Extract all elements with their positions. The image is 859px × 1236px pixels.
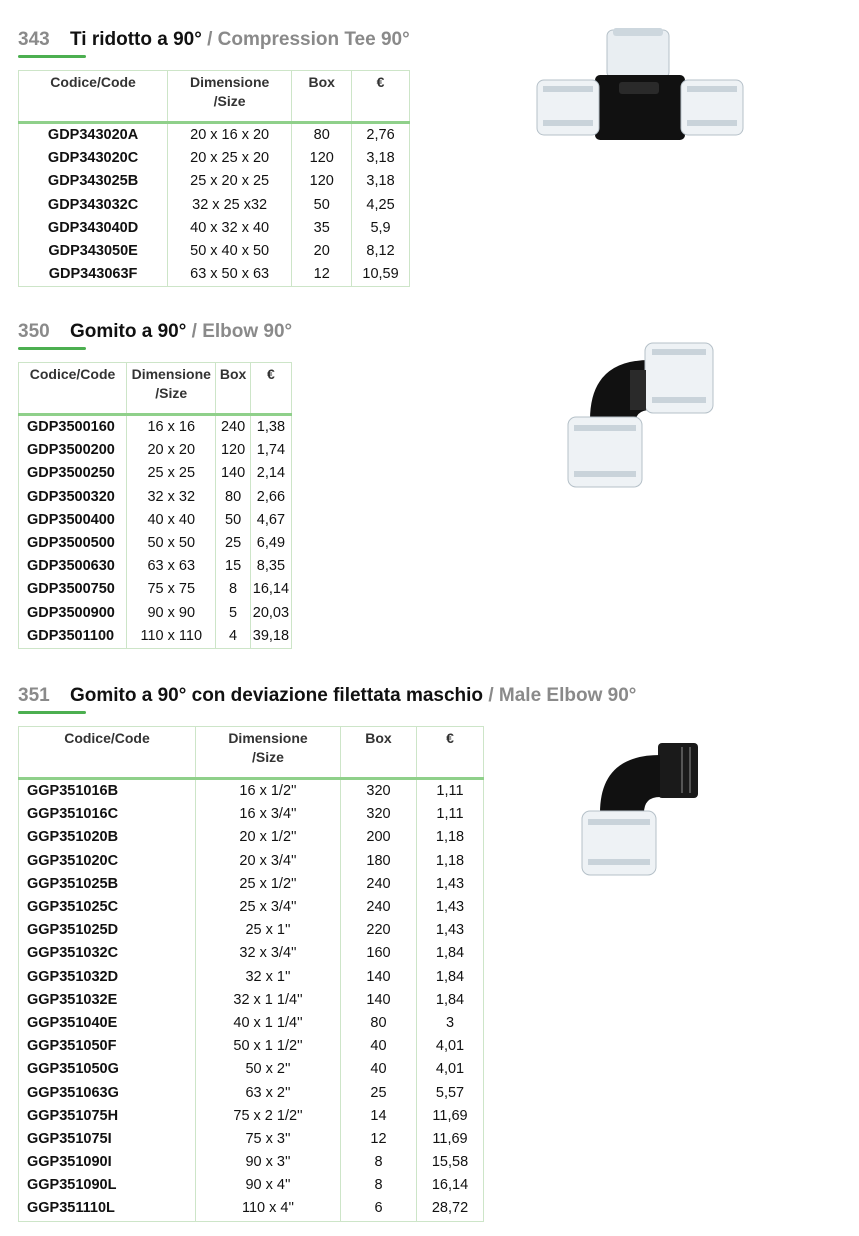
cell-size: 110 x 4'' — [196, 1197, 341, 1221]
header-size — [168, 71, 292, 123]
cell-code: GGP351020B — [19, 826, 196, 849]
cell-size: 75 x 75 — [127, 578, 216, 601]
cell-box: 50 — [216, 509, 250, 532]
header-size-line1: Dimensione — [189, 74, 270, 90]
title-italian: Gomito a 90° con deviazione filettata maschio — [70, 685, 484, 706]
cell-size: 63 x 2'' — [196, 1081, 341, 1104]
cell-price: 1,18 — [417, 850, 484, 873]
cell-code: GGP351075H — [19, 1105, 196, 1128]
cell-box: 320 — [341, 803, 417, 826]
cell-code: GGP351050G — [19, 1058, 196, 1081]
cell-size: 25 x 25 — [127, 462, 216, 485]
title-separator: / — [483, 685, 499, 706]
section-number: 350 — [18, 321, 50, 342]
header-price: € — [352, 71, 409, 123]
cell-box: 140 — [341, 989, 417, 1012]
cell-box: 80 — [341, 1012, 417, 1035]
cell-size: 40 x 1 1/4'' — [196, 1012, 341, 1035]
cell-price: 4,01 — [417, 1058, 484, 1081]
cell-size: 20 x 3/4'' — [196, 850, 341, 873]
cell-box: 80 — [292, 123, 352, 148]
cell-box: 180 — [341, 850, 417, 873]
cell-size: 63 x 63 — [127, 555, 216, 578]
cell-box: 25 — [341, 1081, 417, 1104]
elbow-fitting-photo — [560, 335, 720, 500]
cell-size: 16 x 16 — [127, 415, 216, 440]
table-row — [19, 989, 484, 1012]
cell-price: 5,57 — [417, 1081, 484, 1104]
header-size-line2: /Size — [155, 385, 188, 401]
cell-price: 8,35 — [250, 555, 291, 578]
table-header-row — [19, 71, 410, 123]
cell-code: GGP351075I — [19, 1128, 196, 1151]
cell-code: GDP3500400 — [19, 509, 127, 532]
cell-size: 25 x 20 x 25 — [168, 170, 292, 193]
cell-box: 240 — [341, 873, 417, 896]
cell-price: 11,69 — [417, 1128, 484, 1151]
cell-box: 5 — [216, 602, 250, 625]
cell-code: GGP351050F — [19, 1035, 196, 1058]
table-row — [19, 509, 292, 532]
cell-box: 50 — [292, 194, 352, 217]
cell-code: GDP343020A — [19, 123, 168, 148]
cell-box: 8 — [216, 578, 250, 601]
cell-price: 2,14 — [250, 462, 291, 485]
table-row — [19, 602, 292, 625]
cell-size: 40 x 32 x 40 — [168, 217, 292, 240]
tee-fitting-photo — [535, 20, 745, 155]
cell-code: GDP3500320 — [19, 486, 127, 509]
male-elbow-fitting-photo — [578, 735, 708, 885]
cell-price: 1,38 — [250, 415, 291, 440]
cell-size: 25 x 1'' — [196, 919, 341, 942]
cell-size: 16 x 1/2'' — [196, 779, 341, 804]
table-row — [19, 942, 484, 965]
header-code: Codice/Code — [19, 727, 196, 779]
cell-code: GGP351016B — [19, 779, 196, 804]
cell-price: 16,14 — [417, 1174, 484, 1197]
table-row — [19, 625, 292, 649]
table-header-row — [19, 727, 484, 779]
cell-code: GDP3500200 — [19, 439, 127, 462]
title-separator: / — [186, 321, 203, 342]
cell-size: 20 x 1/2'' — [196, 826, 341, 849]
header-size — [127, 363, 216, 415]
cell-box: 120 — [216, 439, 250, 462]
cell-box: 14 — [341, 1105, 417, 1128]
cell-box: 40 — [341, 1035, 417, 1058]
cell-price: 1,43 — [417, 896, 484, 919]
table-row — [19, 415, 292, 440]
cell-code: GGP351032C — [19, 942, 196, 965]
table-row — [19, 1012, 484, 1035]
table-row — [19, 873, 484, 896]
cell-size: 90 x 3'' — [196, 1151, 341, 1174]
title-italian: Gomito a 90° — [70, 321, 187, 342]
cell-size: 75 x 2 1/2'' — [196, 1105, 341, 1128]
price-table — [18, 726, 484, 1222]
cell-size: 50 x 50 — [127, 532, 216, 555]
cell-box: 160 — [341, 942, 417, 965]
cell-size: 40 x 40 — [127, 509, 216, 532]
table-row — [19, 1105, 484, 1128]
cell-code: GGP351032D — [19, 966, 196, 989]
table-row — [19, 532, 292, 555]
cell-box: 4 — [216, 625, 250, 649]
header-size — [196, 727, 341, 779]
cell-code: GDP343040D — [19, 217, 168, 240]
cell-code: GGP351020C — [19, 850, 196, 873]
header-box: Box — [341, 727, 417, 779]
price-table — [18, 70, 410, 287]
table-row — [19, 919, 484, 942]
cell-price: 2,66 — [250, 486, 291, 509]
cell-price: 28,72 — [417, 1197, 484, 1221]
cell-box: 6 — [341, 1197, 417, 1221]
heading-underline — [18, 347, 86, 350]
cell-code: GGP351090I — [19, 1151, 196, 1174]
cell-code: GDP3501100 — [19, 625, 127, 649]
header-box: Box — [292, 71, 352, 123]
cell-code: GDP343050E — [19, 240, 168, 263]
cell-price: 4,25 — [352, 194, 409, 217]
section-heading — [18, 320, 292, 350]
cell-size: 110 x 110 — [127, 625, 216, 649]
cell-size: 90 x 90 — [127, 602, 216, 625]
cell-price: 1,11 — [417, 803, 484, 826]
section-heading — [18, 28, 410, 58]
cell-box: 140 — [341, 966, 417, 989]
cell-size: 32 x 3/4'' — [196, 942, 341, 965]
cell-price: 1,84 — [417, 989, 484, 1012]
cell-price: 1,84 — [417, 966, 484, 989]
cell-box: 12 — [292, 263, 352, 287]
cell-price: 3,18 — [352, 147, 409, 170]
cell-price: 3,18 — [352, 170, 409, 193]
cell-size: 20 x 16 x 20 — [168, 123, 292, 148]
table-row — [19, 194, 410, 217]
table-row — [19, 896, 484, 919]
table-row — [19, 826, 484, 849]
cell-code: GDP343020C — [19, 147, 168, 170]
cell-code: GGP351025C — [19, 896, 196, 919]
cell-box: 12 — [341, 1128, 417, 1151]
header-size-line2: /Size — [252, 749, 284, 765]
cell-price: 39,18 — [250, 625, 291, 649]
cell-box: 240 — [341, 896, 417, 919]
cell-box: 320 — [341, 779, 417, 804]
header-size-line1: Dimensione — [131, 366, 211, 382]
cell-code: GGP351090L — [19, 1174, 196, 1197]
table-row — [19, 217, 410, 240]
cell-code: GDP343025B — [19, 170, 168, 193]
cell-price: 1,43 — [417, 873, 484, 896]
cell-code: GGP351025B — [19, 873, 196, 896]
cell-code: GGP351063G — [19, 1081, 196, 1104]
title-english: Male Elbow 90° — [498, 685, 637, 706]
cell-size: 50 x 1 1/2'' — [196, 1035, 341, 1058]
cell-price: 4,01 — [417, 1035, 484, 1058]
cell-box: 20 — [292, 240, 352, 263]
cell-size: 20 x 25 x 20 — [168, 147, 292, 170]
cell-box: 40 — [341, 1058, 417, 1081]
cell-price: 5,9 — [352, 217, 409, 240]
cell-size: 32 x 1 1/4'' — [196, 989, 341, 1012]
table-row — [19, 779, 484, 804]
table-header-row — [19, 363, 292, 415]
price-table — [18, 362, 292, 649]
table-row — [19, 123, 410, 148]
cell-code: GDP343032C — [19, 194, 168, 217]
cell-box: 220 — [341, 919, 417, 942]
cell-price: 11,69 — [417, 1105, 484, 1128]
cell-box: 240 — [216, 415, 250, 440]
cell-box: 15 — [216, 555, 250, 578]
cell-price: 10,59 — [352, 263, 409, 287]
table-row — [19, 1081, 484, 1104]
cell-code: GGP351032E — [19, 989, 196, 1012]
cell-code: GDP3500630 — [19, 555, 127, 578]
cell-price: 1,84 — [417, 942, 484, 965]
cell-size: 16 x 3/4'' — [196, 803, 341, 826]
table-row — [19, 1151, 484, 1174]
table-row — [19, 486, 292, 509]
cell-price: 1,11 — [417, 779, 484, 804]
cell-code: GDP3500500 — [19, 532, 127, 555]
table-row — [19, 1174, 484, 1197]
section-350 — [18, 320, 293, 644]
section-number: 351 — [18, 685, 50, 706]
table-row — [19, 1197, 484, 1221]
header-price: € — [417, 727, 484, 779]
cell-box: 80 — [216, 486, 250, 509]
table-row — [19, 555, 292, 578]
cell-size: 50 x 40 x 50 — [168, 240, 292, 263]
title-english: Compression Tee 90° — [217, 29, 410, 50]
cell-box: 120 — [292, 147, 352, 170]
heading-underline — [18, 55, 86, 58]
cell-size: 90 x 4'' — [196, 1174, 341, 1197]
table-row — [19, 462, 292, 485]
cell-size: 32 x 32 — [127, 486, 216, 509]
cell-size: 50 x 2'' — [196, 1058, 341, 1081]
cell-price: 4,67 — [250, 509, 291, 532]
header-code: Codice/Code — [19, 363, 127, 415]
cell-size: 63 x 50 x 63 — [168, 263, 292, 287]
title-english: Elbow 90° — [202, 321, 293, 342]
table-row — [19, 1035, 484, 1058]
cell-price: 1,43 — [417, 919, 484, 942]
cell-price: 20,03 — [250, 602, 291, 625]
table-row — [19, 263, 410, 287]
section-heading — [18, 684, 636, 714]
header-box: Box — [216, 363, 250, 415]
cell-code: GGP351016C — [19, 803, 196, 826]
cell-box: 140 — [216, 462, 250, 485]
cell-box: 200 — [341, 826, 417, 849]
header-size-line1: Dimensione — [228, 730, 308, 746]
cell-code: GDP3500750 — [19, 578, 127, 601]
cell-price: 16,14 — [250, 578, 291, 601]
header-code: Codice/Code — [19, 71, 168, 123]
section-343 — [18, 28, 410, 283]
table-row — [19, 439, 292, 462]
cell-code: GGP351025D — [19, 919, 196, 942]
cell-box: 8 — [341, 1151, 417, 1174]
table-row — [19, 147, 410, 170]
title-separator: / — [201, 29, 218, 50]
table-row — [19, 966, 484, 989]
cell-price: 1,18 — [417, 826, 484, 849]
cell-code: GDP3500160 — [19, 415, 127, 440]
cell-code: GDP3500250 — [19, 462, 127, 485]
cell-box: 35 — [292, 217, 352, 240]
cell-code: GDP3500900 — [19, 602, 127, 625]
table-row — [19, 240, 410, 263]
cell-size: 75 x 3'' — [196, 1128, 341, 1151]
cell-size: 20 x 20 — [127, 439, 216, 462]
table-row — [19, 170, 410, 193]
title-italian: Ti ridotto a 90° — [70, 29, 202, 50]
cell-box: 25 — [216, 532, 250, 555]
table-row — [19, 578, 292, 601]
cell-price: 15,58 — [417, 1151, 484, 1174]
cell-size: 25 x 3/4'' — [196, 896, 341, 919]
cell-price: 2,76 — [352, 123, 409, 148]
cell-price: 3 — [417, 1012, 484, 1035]
table-row — [19, 1128, 484, 1151]
cell-code: GDP343063F — [19, 263, 168, 287]
cell-box: 120 — [292, 170, 352, 193]
table-row — [19, 1058, 484, 1081]
cell-size: 32 x 25 x32 — [168, 194, 292, 217]
table-row — [19, 850, 484, 873]
cell-price: 8,12 — [352, 240, 409, 263]
cell-price: 1,74 — [250, 439, 291, 462]
cell-code: GGP351110L — [19, 1197, 196, 1221]
section-number: 343 — [18, 29, 50, 50]
heading-underline — [18, 711, 86, 714]
header-size-line2: /Size — [213, 93, 246, 109]
cell-price: 6,49 — [250, 532, 291, 555]
section-351 — [18, 684, 637, 1217]
cell-code: GGP351040E — [19, 1012, 196, 1035]
table-row — [19, 803, 484, 826]
cell-size: 25 x 1/2'' — [196, 873, 341, 896]
cell-box: 8 — [341, 1174, 417, 1197]
header-price: € — [250, 363, 291, 415]
cell-size: 32 x 1'' — [196, 966, 341, 989]
